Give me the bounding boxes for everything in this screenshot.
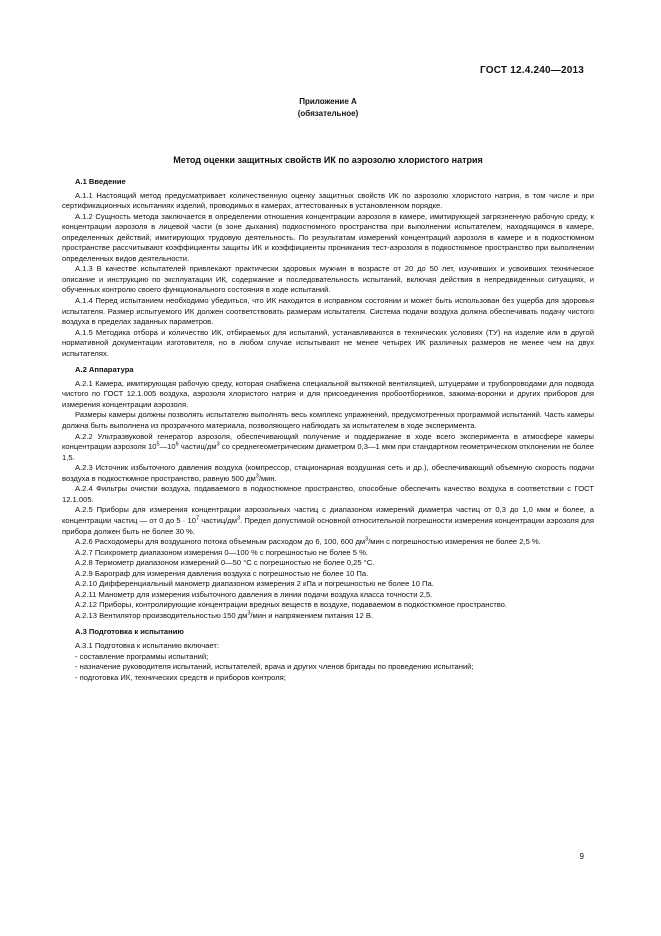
paragraph: А.1.3 В качестве испытателей привлекают практически здоровых мужчин в возрасте от 20 до 50 лет, изучивших и усвоивших техническое описание и инструкцию по эксплуатации ИК, содержание и последовательность испытаний, включая действия в непредвиденных ситуациях, и обученных контролю своего функционального состояния в ходе испытаний. [62,264,594,295]
list-item: - составление программы испытаний; [75,651,209,661]
paragraph: А.1.1 Настоящий метод предусматривает количественную оценку защитных свойств ИК по аэрозолю хлористого натрия, в том числе и при сертификационных испытаниях изделий, проводимых в камерах, аттестованных в установленном порядке. [62,190,594,211]
paragraph: А.2.2 Ультразвуковой генератор аэрозоля, обеспечивающий получение и поддержание в ходе всего эксперимента в атмосфере камеры концентрации аэрозоля $10^5—10^6$ частиц/$дм^3$ со среднегеометрическим диаметром 0,3—1 мкм при стандартном геометрическом отклонении не более 1,5. [62,431,594,462]
document-body [62,177,594,683]
annex-status: (обязательное) [297,109,359,118]
page-number: 9 [579,852,584,861]
paragraph: А.2.4 Фильтры очистки воздуха, подаваемого в подкостюмное пространство, способные обеспечить качество воздуха в соответствии с ГОСТ 12.1.005. [62,484,594,504]
paragraph: А.1.5 Методика отбора и количество ИК, отбираемых для испытаний, устанавливаются в технических условиях (ТУ) на изделие или в другой нормативной документации изготовителя, но в любом случае испытывают не менее четырех ИК различных размеров не менее чем на двух испытателях. [62,327,594,358]
paragraph: А.2.1 Камера, имитирующая рабочую среду, которая снабжена специальной вытяжной вентиляцией, штуцерами и трубопроводами для подвода чистого по ГОСТ 12.1.005 воздуха, аэрозоля хлористого натрия и для присоединения пробоотборников, зажима-воронки и других приборов для измерения концентрации аэрозоля. [62,378,594,409]
paragraph: А.2.3 Источник избыточного давления воздуха (компрессор, стационарная воздушная сеть и др.), обеспечивающий объемную скорость подачи воздуха в подкостюмное пространство, равную 500 $дм^3$/мин. [62,463,594,483]
paragraph: А.2.12 Приборы, контролирующие концентрации вредных веществ в воздухе, подаваемом в подкостюмное пространство. [75,600,508,610]
paragraph: А.2.8 Термометр диапазоном измерений 0—50 °С с погрешностью не более 0,25 °С. [75,558,375,568]
paragraph: А.2.6 Расходомеры для воздушного потока объемным расходом до 6, 100, 600 $дм^3$/мин с погрешностью измерения не более 2,5 %. [75,536,541,547]
document-title: Метод оценки защитных свойств ИК по аэрозолю хлористого натрия [173,155,483,165]
standard-header: ГОСТ 12.4.240—2013 [480,65,584,76]
paragraph: Размеры камеры должны позволять испытателю выполнять весь комплекс упражнений, предусмотренных программой испытаний. Часть камеры должна быть выполнена из прозрачного материала, позволяющего наблюдать за испытателем в ходе эксперимента. [62,410,594,431]
list-item: - назначение руководителя испытаний, испытателей, врача и других членов бригады по проведению испытаний; [75,662,474,672]
paragraph: А.2.5 Приборы для измерения концентрации аэрозольных частиц с диапазоном измерений диаметра частиц от 0,3 до 1,0 мкм и более, а концентрации частиц — от 0 до $5 \cdot 10^7$ частиц/$дм^3$. Предел допустимой основной относительной погрешности измерения концентрации аэрозоля для прибора должен быть не более 30 %. [62,505,595,536]
annex-heading [62,96,594,120]
section-heading: А.3 Подготовка к испытанию [75,627,184,637]
paragraph: А.2.13 Вентилятор производительностью 150 $дм^3$/мин и напряжением питания 12 В. [75,610,374,620]
list-item: - подготовка ИК, технических средств и приборов контроля; [75,672,286,682]
section-heading: А.2 Аппаратура [75,365,134,375]
paragraph: А.2.9 Барограф для измерения давления воздуха с погрешностью не более 10 Па. [75,568,369,578]
paragraph: А.2.7 Психрометр диапазоном измерения 0—100 % с погрешностью не более 5 %. [75,547,368,557]
paragraph: А.1.4 Перед испытанием необходимо убедиться, что ИК находится в исправном состоянии и может быть использован без ущерба для здоровья испытателя. Размер испытуемого ИК должен соответствовать размерам испытателя. Система подачи воздуха должна обеспечивать подачу чистого воздуха в пределах заданных параметров. [62,296,594,327]
section-heading: А.1 Введение [75,177,126,186]
annex-title: Приложение А [299,97,357,106]
paragraph: А.2.11 Манометр для измерения избыточного давления в линии подачи воздуха класса точности 2,5. [75,589,433,599]
paragraph: А.1.2 Сущность метода заключается в определении отношения концентрации аэрозоля в камере, имитирующей загрязненную рабочую среду, к концентрации аэрозоля в лицевой части (в зоне дыхания) подкостюмного пространства при выполнении испытателем, находящимся в камере, определенных действий, имитирующих трудовую деятельность. По результатам измерений концентраций аэрозоля в камере и в подкостюмном пространстве рассчитывают коэффициенты защиты ИК и коэффициенты проникания тест-аэрозоля в подкостюмное пространство при выполнении определенных видов деятельности. [62,211,594,263]
paragraph: А.2.10 Дифференциальный манометр диапазоном измерения 2 кПа и погрешностью не более 10 Па. [75,579,434,589]
paragraph: А.3.1 Подготовка к испытанию включает: [75,640,219,650]
